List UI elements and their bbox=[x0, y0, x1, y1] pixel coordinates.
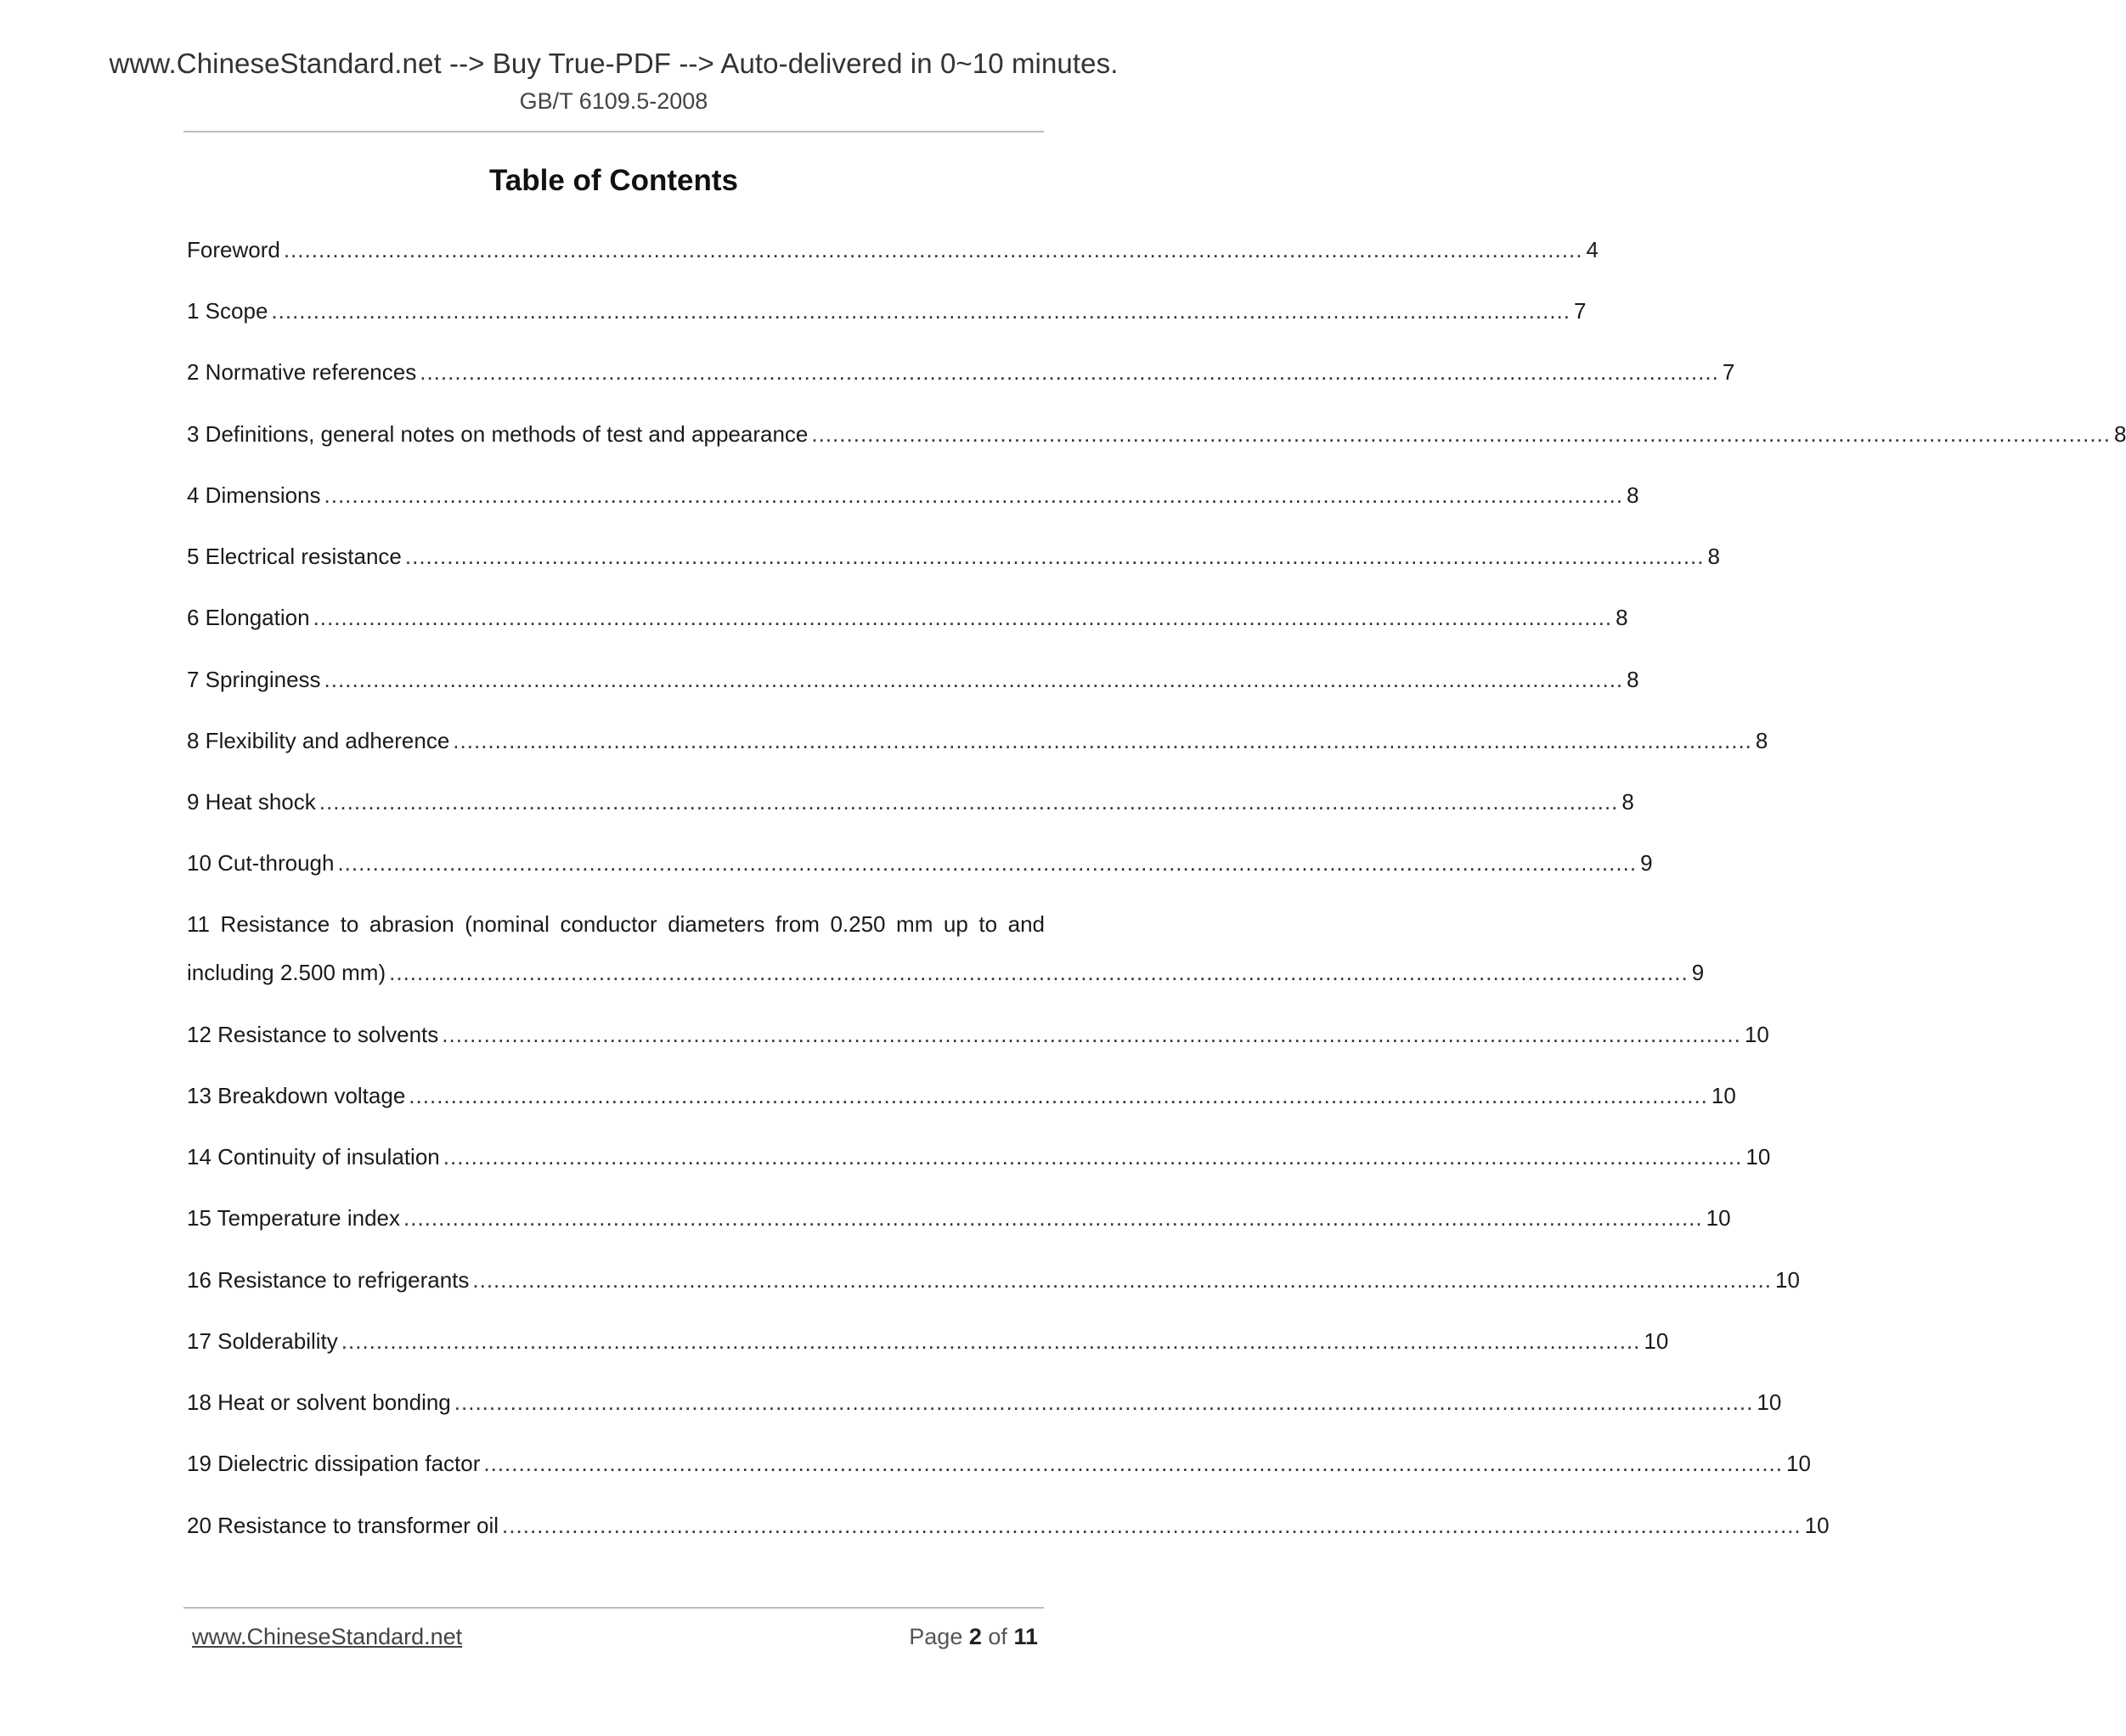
toc-entry-definitions[interactable] bbox=[187, 420, 2126, 448]
leader-dots: .......................................................................................................................................................................................... bbox=[271, 298, 1571, 324]
toc-entry-scope[interactable] bbox=[187, 296, 1587, 325]
leader-dots: .......................................................................................................................................................................................... bbox=[403, 1205, 1703, 1231]
toc-entry-dielectric-dissipation-factor[interactable] bbox=[187, 1449, 1811, 1478]
leader-dots: .......................................................................................................................................................................................... bbox=[443, 1144, 1743, 1170]
leader-dots: .......................................................................................................................................................................................... bbox=[442, 1022, 1741, 1047]
toc-entry-label: 12 Resistance to solvents bbox=[187, 1022, 439, 1047]
toc-entry-label: 17 Solderability bbox=[187, 1328, 338, 1354]
toc-entry-label: 19 Dielectric dissipation factor bbox=[187, 1451, 481, 1476]
toc-entry-resistance-to-refrigerants[interactable] bbox=[187, 1265, 1800, 1294]
page-total: 11 bbox=[1013, 1624, 1038, 1649]
toc-entry-resistance-to-abrasion[interactable] bbox=[187, 910, 1705, 987]
toc-entry-page: 7 bbox=[1722, 359, 1735, 385]
toc-entry-continuity-of-insulation[interactable] bbox=[187, 1142, 1771, 1171]
toc-entry-resistance-to-solvents[interactable] bbox=[187, 1020, 1769, 1049]
toc-entry-page: 9 bbox=[1691, 960, 1705, 985]
page-current: 2 bbox=[968, 1624, 982, 1649]
toc-entry-label: 1 Scope bbox=[187, 298, 268, 324]
toc-entry-page: 10 bbox=[1745, 1144, 1771, 1170]
toc-entry-label: 16 Resistance to refrigerants bbox=[187, 1267, 470, 1293]
page-of: of bbox=[988, 1624, 1007, 1649]
toc-entry-label: 3 Definitions, general notes on methods of test and appearance bbox=[187, 421, 809, 447]
toc-entry-page: 10 bbox=[1775, 1267, 1800, 1293]
toc-entry-springiness[interactable] bbox=[187, 665, 1639, 694]
footer-website-link[interactable]: www.ChineseStandard.net bbox=[192, 1624, 463, 1649]
toc-entry-page: 8 bbox=[1755, 728, 1768, 753]
toc-title: Table of Contents bbox=[489, 164, 738, 197]
toc-entry-solderability[interactable] bbox=[187, 1327, 1669, 1356]
toc-entry-heat-shock[interactable] bbox=[187, 787, 1634, 816]
leader-dots: .......................................................................................................................................................................................... bbox=[324, 667, 1624, 692]
toc-entry-label: 11 Resistance to abrasion (nominal conductor diameters from 0.250 mm up to and bbox=[187, 911, 1045, 937]
toc-entry-page: 10 bbox=[1644, 1328, 1669, 1354]
leader-dots: .......................................................................................................................................................................................... bbox=[324, 482, 1624, 508]
toc-entry-flexibility-adherence[interactable] bbox=[187, 726, 1768, 755]
toc-entry-label: 5 Electrical resistance bbox=[187, 544, 402, 569]
page-number bbox=[909, 1624, 1038, 1650]
leader-dots: .......................................................................................................................................................................................... bbox=[454, 1389, 1754, 1415]
toc-entry-label: 6 Elongation bbox=[187, 605, 310, 630]
toc-entry-page: 8 bbox=[1627, 667, 1639, 692]
toc-entry-page: 8 bbox=[1627, 482, 1639, 508]
leader-dots: .......................................................................................................................................................................................... bbox=[404, 544, 1705, 569]
leader-dots: .......................................................................................................................................................................................... bbox=[409, 1083, 1708, 1108]
toc-entry-page: 10 bbox=[1744, 1022, 1769, 1047]
toc-entry-dimensions[interactable] bbox=[187, 481, 1639, 510]
toc-entry-breakdown-voltage[interactable] bbox=[187, 1081, 1736, 1110]
toc-entry-page: 9 bbox=[1640, 850, 1653, 876]
leader-dots: .......................................................................................................................................................................................... bbox=[389, 960, 1689, 985]
header-banner: www.ChineseStandard.net --> Buy True-PDF --> Auto-delivered in 0~10 minutes. bbox=[109, 48, 1119, 79]
toc-entry-label: 20 Resistance to transformer oil bbox=[187, 1513, 499, 1538]
toc-entry-elongation[interactable] bbox=[187, 603, 1628, 632]
leader-dots: .......................................................................................................................................................................................... bbox=[341, 1328, 1641, 1354]
toc-entry-normative-references[interactable] bbox=[187, 358, 1735, 386]
toc-entry-label: 9 Heat shock bbox=[187, 789, 316, 814]
leader-dots: .......................................................................................................................................................................................... bbox=[319, 789, 1619, 814]
page-label: Page bbox=[909, 1624, 963, 1649]
toc-entry-label: 13 Breakdown voltage bbox=[187, 1083, 406, 1108]
leader-dots: .......................................................................................................................................................................................... bbox=[337, 850, 1638, 876]
leader-dots: .......................................................................................................................................................................................... bbox=[811, 421, 2111, 447]
toc-entry-page: 8 bbox=[1621, 789, 1634, 814]
toc-entry-page: 10 bbox=[1711, 1083, 1736, 1108]
toc-entry-label: Foreword bbox=[187, 237, 280, 262]
header-divider bbox=[183, 131, 1044, 132]
toc-entry-label: 4 Dimensions bbox=[187, 482, 321, 508]
leader-dots: .......................................................................................................................................................................................... bbox=[420, 359, 1719, 385]
standard-code: GB/T 6109.5-2008 bbox=[519, 88, 708, 114]
toc-entry-label: 8 Flexibility and adherence bbox=[187, 728, 450, 753]
toc-entry-electrical-resistance[interactable] bbox=[187, 542, 1720, 571]
toc-entry-page: 10 bbox=[1804, 1513, 1830, 1538]
toc-entry-label: 15 Temperature index bbox=[187, 1205, 401, 1231]
leader-dots: .......................................................................................................................................................................................... bbox=[313, 605, 1613, 630]
toc-entry-page: 10 bbox=[1706, 1205, 1731, 1231]
toc-entry-label: 14 Continuity of insulation bbox=[187, 1144, 440, 1170]
toc-entry-heat-solvent-bonding[interactable] bbox=[187, 1388, 1782, 1417]
toc-entry-temperature-index[interactable] bbox=[187, 1203, 1731, 1232]
toc-entry-page: 4 bbox=[1586, 237, 1599, 262]
toc-entry-label: 10 Cut-through bbox=[187, 850, 335, 876]
toc-entry-label: 2 Normative references bbox=[187, 359, 417, 385]
toc-entry-label-continued: including 2.500 mm) bbox=[187, 960, 386, 985]
leader-dots: .......................................................................................................................................................................................... bbox=[283, 237, 1583, 262]
toc-entry-page: 10 bbox=[1786, 1451, 1811, 1476]
toc-entry-cut-through[interactable] bbox=[187, 848, 1653, 877]
toc-entry-page: 8 bbox=[1616, 605, 1628, 630]
toc-entry-label: 7 Springiness bbox=[187, 667, 321, 692]
toc-entry-resistance-to-transformer-oil[interactable] bbox=[187, 1511, 1830, 1540]
toc-entry-page: 10 bbox=[1757, 1389, 1782, 1415]
leader-dots: .......................................................................................................................................................................................... bbox=[502, 1513, 1802, 1538]
toc-entry-page: 8 bbox=[2114, 421, 2126, 447]
toc-entry-page: 8 bbox=[1707, 544, 1720, 569]
leader-dots: .......................................................................................................................................................................................... bbox=[472, 1267, 1772, 1293]
leader-dots: .......................................................................................................................................................................................... bbox=[453, 728, 1752, 753]
toc-entry-page: 7 bbox=[1574, 298, 1587, 324]
toc-entry-foreword[interactable] bbox=[187, 235, 1599, 264]
toc-entry-label: 18 Heat or solvent bonding bbox=[187, 1389, 451, 1415]
footer-divider bbox=[183, 1607, 1044, 1609]
leader-dots: .......................................................................................................................................................................................... bbox=[483, 1451, 1783, 1476]
